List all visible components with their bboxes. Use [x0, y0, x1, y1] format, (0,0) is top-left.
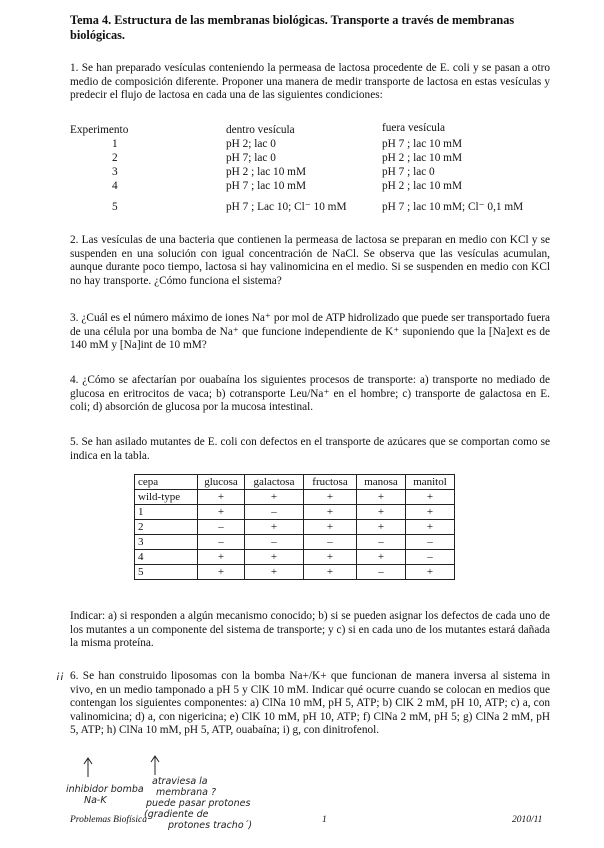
table-row — [135, 520, 455, 535]
result-cell: + — [304, 565, 357, 580]
note-line: protones tracho´) — [168, 820, 253, 831]
result-cell: + — [357, 490, 406, 505]
question-5-instructions: Indicar: a) si responden a algún mecanismo conocido; b) si se pueden asignar los defectos de cada uno de los mutantes a un componente del sistema de transporte; y c) si en cada uno de los mutantes estará dañada la misma proteína. — [70, 610, 550, 650]
experiment-inside: pH 2 ; lac 10 mM — [226, 166, 307, 178]
strain-cell: 3 — [135, 535, 198, 550]
column-header: galactosa — [245, 475, 304, 490]
result-cell: + — [406, 505, 455, 520]
question-1-text: 1. Se han preparado vesículas conteniendo la permeasa de lactosa procedente de E. coli y se pasan a otro medio de composición diferente. Proponer una manera de medir transporte de lactosa en estas vesículas y predecir el flujo de lactosa en cada una de las siguientes condiciones: — [70, 62, 550, 102]
experiment-number: 4 — [112, 180, 118, 192]
strain-cell: 4 — [135, 550, 198, 565]
table-row — [135, 535, 455, 550]
experiment-outside: pH 2 ; lac 10 mM — [382, 180, 463, 192]
result-cell: + — [357, 550, 406, 565]
note-line: inhibidor bomba — [66, 784, 144, 795]
header-experimento: Experimento — [70, 124, 129, 136]
result-cell: – — [245, 505, 304, 520]
handwritten-note-left — [66, 784, 144, 806]
experiment-inside: pH 7 ; lac 10 mM — [226, 180, 307, 192]
column-header: fructosa — [304, 475, 357, 490]
question-5-text: 5. Se han asilado mutantes de E. coli con defectos en el transporte de azúcares que se comportan como se indica en la tabla. — [70, 436, 550, 462]
experiment-number: 3 — [112, 166, 118, 178]
result-cell: + — [198, 490, 245, 505]
result-cell: + — [304, 490, 357, 505]
result-cell: + — [357, 505, 406, 520]
note-line: membrana ? — [156, 787, 217, 798]
experiment-outside: pH 7 ; lac 10 mM; Cl⁻ 0,1 mM — [382, 201, 524, 213]
question-2-text: 2. Las vesículas de una bacteria que contienen la permeasa de lactosa se preparan en medio con KCl y se suspenden en una solución con igual concentración de NaCl. Se observa que las vesículas acumulan, aunque durante poco tiempo, lactosa si hay valinomicina en el medio. Si se suspenden en medio con KCl no hay transporte. ¿Cómo funciona el sistema? — [70, 234, 550, 287]
result-cell: – — [198, 520, 245, 535]
result-cell: – — [357, 565, 406, 580]
column-header: manitol — [406, 475, 455, 490]
experiment-number: 5 — [112, 201, 118, 213]
question-4-text: 4. ¿Cómo se afectarían por ouabaína los siguientes procesos de transporte: a) transporte no mediado de glucosa en eritrocitos de vaca; b) cotransporte Leu/Na⁺ en el hombre; c) transporte de galactosa en E. coli; d) absorción de glucosa por la mucosa intestinal. — [70, 374, 550, 414]
table-row — [135, 490, 455, 505]
result-cell: + — [406, 565, 455, 580]
result-cell: + — [304, 550, 357, 565]
result-cell: + — [304, 505, 357, 520]
result-cell: + — [304, 520, 357, 535]
note-line: Na-K — [84, 795, 107, 806]
strain-cell: 5 — [135, 565, 198, 580]
strain-cell: wild-type — [135, 490, 198, 505]
column-header: manosa — [357, 475, 406, 490]
table-row — [135, 505, 455, 520]
result-cell: + — [198, 565, 245, 580]
result-cell: + — [198, 505, 245, 520]
note-line: puede pasar protones — [146, 798, 251, 809]
result-cell: – — [357, 535, 406, 550]
result-cell: + — [357, 520, 406, 535]
header-dentro: dentro vesícula — [226, 124, 295, 136]
strain-cell: 1 — [135, 505, 198, 520]
result-cell: + — [245, 565, 304, 580]
result-cell: + — [245, 520, 304, 535]
experiment-inside: pH 7; lac 0 — [226, 152, 276, 164]
header-fuera: fuera vesícula — [382, 122, 446, 134]
result-cell: – — [406, 550, 455, 565]
handwritten-margin-mark: ¡¡ — [56, 670, 65, 681]
question-3-text: 3. ¿Cuál es el número máximo de iones Na⁺ por mol de ATP hidrolizado que puede ser transportado fuera de una célula por una bomba de Na⁺ que funcione independiente de K⁺ suponiendo que la [Na]ext es de 140 mM y [Na]int de 10 mM? — [70, 312, 550, 352]
result-cell: + — [406, 520, 455, 535]
question-6-text: 6. Se han construido liposomas con la bomba Na+/K+ que funcionan de manera inversa al sistema in vivo, en un medio tamponado a pH 5 y ClK 10 mM. Indicar qué ocurre cuando se colocan en medios que contengan los siguientes componentes: a) ClNa 10 mM, pH 5, ATP; b) ClK 2 mM, pH 10, ATP; c) a, con valinomicina; d) a, con nigericina; e) ClK 10 mM, pH 10, ATP; f) ClNa 2 mM, pH 5; g) ClNa 2 mM, pH 5, ATP; h) ClNa 10 mM, pH 5, ATP, ouabaína; i) g, con dinitrofenol. — [70, 670, 550, 737]
footer-course: Problemas Biofísica — [70, 815, 147, 825]
note-line: (gradiente de — [144, 809, 209, 820]
experiment-outside: pH 2 ; lac 10 mM — [382, 152, 463, 164]
experiment-outside: pH 7 ; lac 0 — [382, 166, 435, 178]
footer-page-number: 1 — [322, 815, 327, 825]
result-cell: + — [406, 490, 455, 505]
page-title: Tema 4. Estructura de las membranas biológicas. Transporte a través de membranas biológicas. — [70, 13, 515, 42]
result-cell: – — [406, 535, 455, 550]
experiment-inside: pH 2; lac 0 — [226, 138, 276, 150]
footer-academic-year: 2010/11 — [512, 815, 543, 825]
result-cell: – — [245, 535, 304, 550]
handwritten-arrow-icon — [82, 756, 94, 778]
result-cell: + — [198, 550, 245, 565]
strain-cell: 2 — [135, 520, 198, 535]
table-row — [135, 565, 455, 580]
column-header: glucosa — [198, 475, 245, 490]
handwritten-note-right — [144, 776, 253, 831]
result-cell: + — [245, 490, 304, 505]
table-row — [135, 550, 455, 565]
experiment-number: 1 — [112, 138, 118, 150]
experiment-number: 2 — [112, 152, 118, 164]
note-line: atraviesa la — [152, 776, 208, 787]
table-header-row — [135, 475, 455, 490]
experiment-outside: pH 7 ; lac 10 mM — [382, 138, 463, 150]
result-cell: – — [198, 535, 245, 550]
experiment-inside: pH 7 ; Lac 10; Cl⁻ 10 mM — [226, 201, 347, 213]
mutant-transport-table — [134, 474, 455, 580]
handwritten-arrow-icon — [149, 754, 161, 776]
column-header: cepa — [135, 475, 198, 490]
result-cell: – — [304, 535, 357, 550]
result-cell: + — [245, 550, 304, 565]
